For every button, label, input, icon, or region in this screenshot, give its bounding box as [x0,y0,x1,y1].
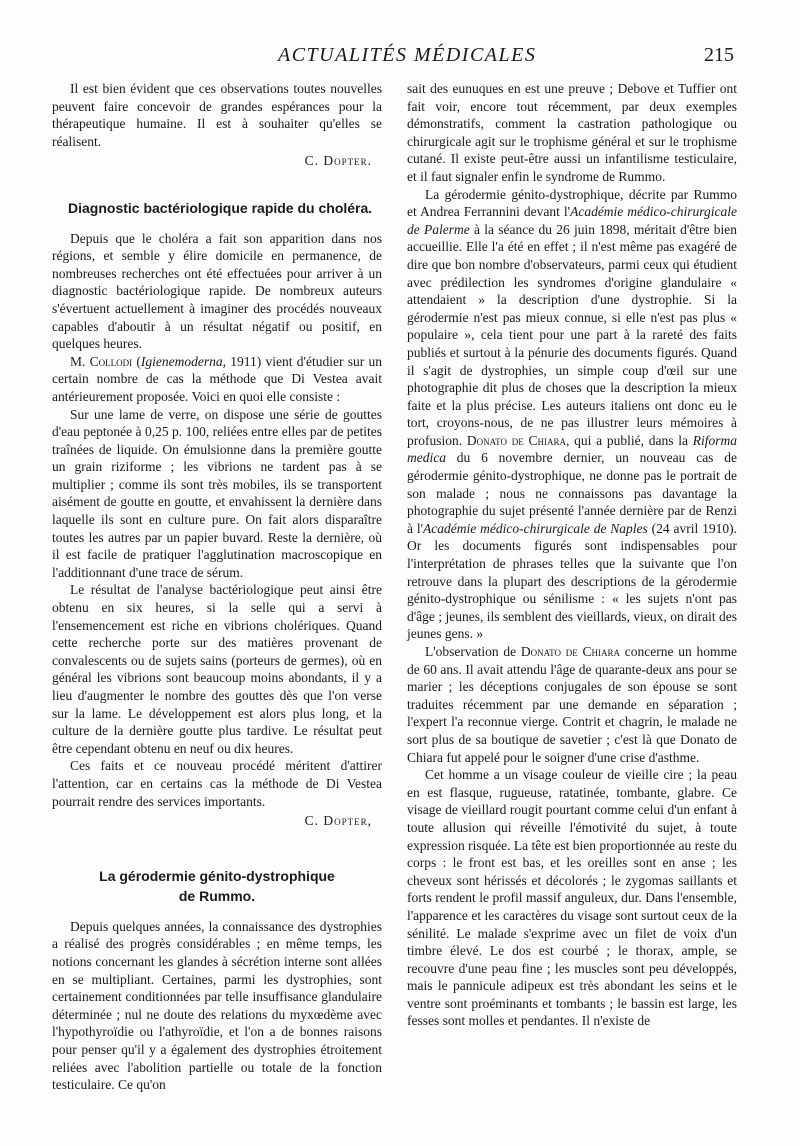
paragraph: Ces faits et ce nouveau procédé méritent d'attirer l'attention, car en certains cas la méthode de Di Vestea pourrait rendre des services importants. [52,758,382,809]
paragraph: M. Collodi (Igienemoderna, 1911) vient d'étudier sur un certain nombre de cas la méthode que Di Vestea avait antérieurement proposée. Voici en quoi elle consiste : [52,353,382,404]
institution-name: Académie médico-chirurgicale de Palerme [407,204,737,237]
journal-name: Igienemoderna [140,353,223,369]
intro-paragraph: Il est bien évident que ces observations toutes nouvelles peuvent faire concevoir de grandes espérances pour la thérapeutique humaine. Il est à souhaiter qu'elles se réalisent. [52,81,382,149]
section-title-gerodermie [52,866,382,906]
paragraph: Sur une lame de verre, on dispose une série de gouttes d'eau peptonée à 0,25 p. 100, reliées entre elles par de petites traînées de liquide. On émulsionne dans la première goutte un grain riziforme ; les vibrions ne tardent pas à se multiplier ; comme ils sont très mobiles, ils se transportent aisément de goutte en goutte, et envahissent la dernière dans laquelle ils sont en culture pure. On fait alors disparaître toutes les autres par un papier buvard. Reste la dernière, où il est facile de pratiquer l'agglutination macroscopique en l'additionnant d'une trace de sérum. [52,406,382,580]
page-number: 215 [704,44,734,66]
section-title-cholera: Diagnostic bactériologique rapide du choléra. [68,199,373,216]
section-title-line: La gérodermie génito-dystrophique [99,867,335,884]
paragraph-text: concerne un homme de 60 ans. Il avait attendu l'âge de quarante-deux ans pour se marier ; les déceptions conjugales de son épouse se sont traduites récemment par une demande en séparation ; l'expert l'a reconnue vierge. Contrit et chagrin, le malade ne sort plus de sa boutique de savetier ; c'est là que Donato de Chiara fut appelé pour le soigner d'une crise d'asthme. [407,644,737,765]
paragraph-text: L'observation de [425,644,521,659]
paragraph-text: du 6 novembre dernier, un nouveau cas de gérodermie génito-dystrophique, ne donne pas le portrait de son malade ; nous ne connaissons pas davantage la photographie du sujet présenté l'année dernière par de Renzi à l' [407,450,737,536]
paragraph-text: (24 avril 1910). Or les documents figurés sont indispensables pour l'interprétation de phrases telles que la suivante que l'on retrouve dans la plupart des descriptions de la gérodermie génito-dystrophique ou sénilisme : « les sujets n'ont pas d'âge ; jeunes, ils semblent des vieillards, vieux, on dirait des jeunes gens. » [407,520,737,642]
section-title-line: de Rummo. [178,887,256,904]
paragraph: sait des eunuques en est une preuve ; Debove et Tuffier ont fait voir, encore tout récemment, par deux exemples démonstratifs, comment la castration pathologique ou chirurgicale agit sur le trophisme général et sur le trophisme cutané. Il existe peut-être aussi un infantilisme testiculaire, et il faut signaler enfin le syndrome de Rummo. [407,81,737,184]
running-title: ACTUALITÉS MÉDICALES [278,44,537,66]
paragraph: Cet homme a un visage couleur de vieille cire ; la peau en est flasque, rugueuse, ratatinée, tombante, glabre. Ce visage de vieillard rougit pourtant comme celui d'un enfant à toute allusion qui réveille l'émotivité du sujet, à toute expression risquée. La tête est bien proportionnée au reste du corps : le front est bas, et les oreilles sont en anse ; les cheveux sont hérissés et décolorés ; le zygomas saillants et forts rendent le profil massif anguleux, dur. Dans l'ensemble, l'apparence et les caractères du visage sont surtout ceux de la sénilité. Le malade s'exprime avec un filet de voix d'un timbre élevé. Le dos est courbé ; le thorax, ample, se recouvre d'une peau fine ; les muscles sont peu développés, mais le pannicule adipeux est très abondant les seins et le ventre sont proéminants et tombants ; le bassin est large, les fesses sont molles et pendantes. Il n'existe de [407,767,737,1029]
paragraph-text: La gérodermie génito-dystrophique, décrite par Rummo et Andrea Ferrannini devant l' [407,186,737,220]
author-name: Donato de Chiara [520,644,621,659]
paragraph-text: , qui a publié, dans la [565,432,693,448]
paragraph-text: à la séance du 26 juin 1898, méritait d'être bien accueillie. Elle l'a été en effet ; il n'est même pas exagéré de dire que bon nombre d'observateurs, parmi ceux qui étudient avec prédilection les syndromes d'origine glandulaire « attendaient » la description d'une dystrophie. Si la gérodermie n'est pas mieux connue, si elle n'est pas plus « populaire », cela tient pour une part à la rareté des faits publiés et surtout à la pénurie des documents figurés. Quand il s'agit de dystrophies, un simple coup d'œil sur une photographie dit plus de choses que la description la mieux faite et la plus précise. Les auteurs italiens ont donc eu le tort, croyons-nous, de ne pas illustrer leurs mémoires à profusion. [407,221,737,448]
paragraph: Depuis quelques années, la connaissance des dystrophies a réalisé des progrès considérables ; en même temps, les notions concernant les glandes à sécrétion interne sont allées en se multipliant. Certaines, parmi les dystrophies, sont certainement conditionnées par telle insuffisance glandulaire déterminée ; nul ne doute des relations du myxœdème avec l'hypothyroïdie ou l'athyroïdie, et l'on a de bonnes raisons pour penser qu'il y a également des dystrophies étroitement reliées avec l'abolition partielle ou totale de la fonction testiculaire. Ce qu'on [52,918,382,1093]
paragraph-text: vient d'étudier sur un certain nombre de cas la méthode que Di Vestea avait antérieurement proposée. Voici en quoi elle consiste : [52,353,382,404]
journal-name: Riforma medica [407,432,737,466]
author-signature: C. Dopter, [304,813,372,829]
author-name: Donato de Chiara [466,432,566,448]
paragraph: Depuis que le choléra a fait son apparition dans nos régions, et semble y élire domicile en permanence, de nombreuses recherches ont été effectuées pour arriver à un diagnostic bactériologique rapide. De nombreux auteurs s'évertuent actuellement à imaginer des procédés nouveaux capables d'aboutir à un résultat négatif ou positif, en quelques heures. [52,230,382,352]
paragraph: Le résultat de l'analyse bactériologique peut ainsi être obtenu en six heures, si la selle qui a servi à l'ensemencement est riche en vibrions cholériques. Quand cette recherche porte sur des matières provenant de convalescents ou de sujets sains (porteurs de germes), où en général les vibrions sont beaucoup moins abondants, il y a lieu d'augmenter le nombre des gouttes dès que l'on verse sur la lame. Le développement est alors plus long, et la culture de la dernière goutte plus tardive. Le résultat peut être cependant obtenu en neuf ou dix heures. [52,582,382,756]
running-head [0,44,800,74]
author-signature: C. Dopter. [304,153,372,169]
institution-name: Académie médico-chirurgicale de Naples [423,520,648,536]
paragraph [407,186,737,643]
author-name: M. Collodi [70,353,133,369]
journal-year: , 1911) [222,353,262,369]
right-column [407,80,737,1030]
paragraph [407,643,737,766]
left-column [52,80,382,1094]
